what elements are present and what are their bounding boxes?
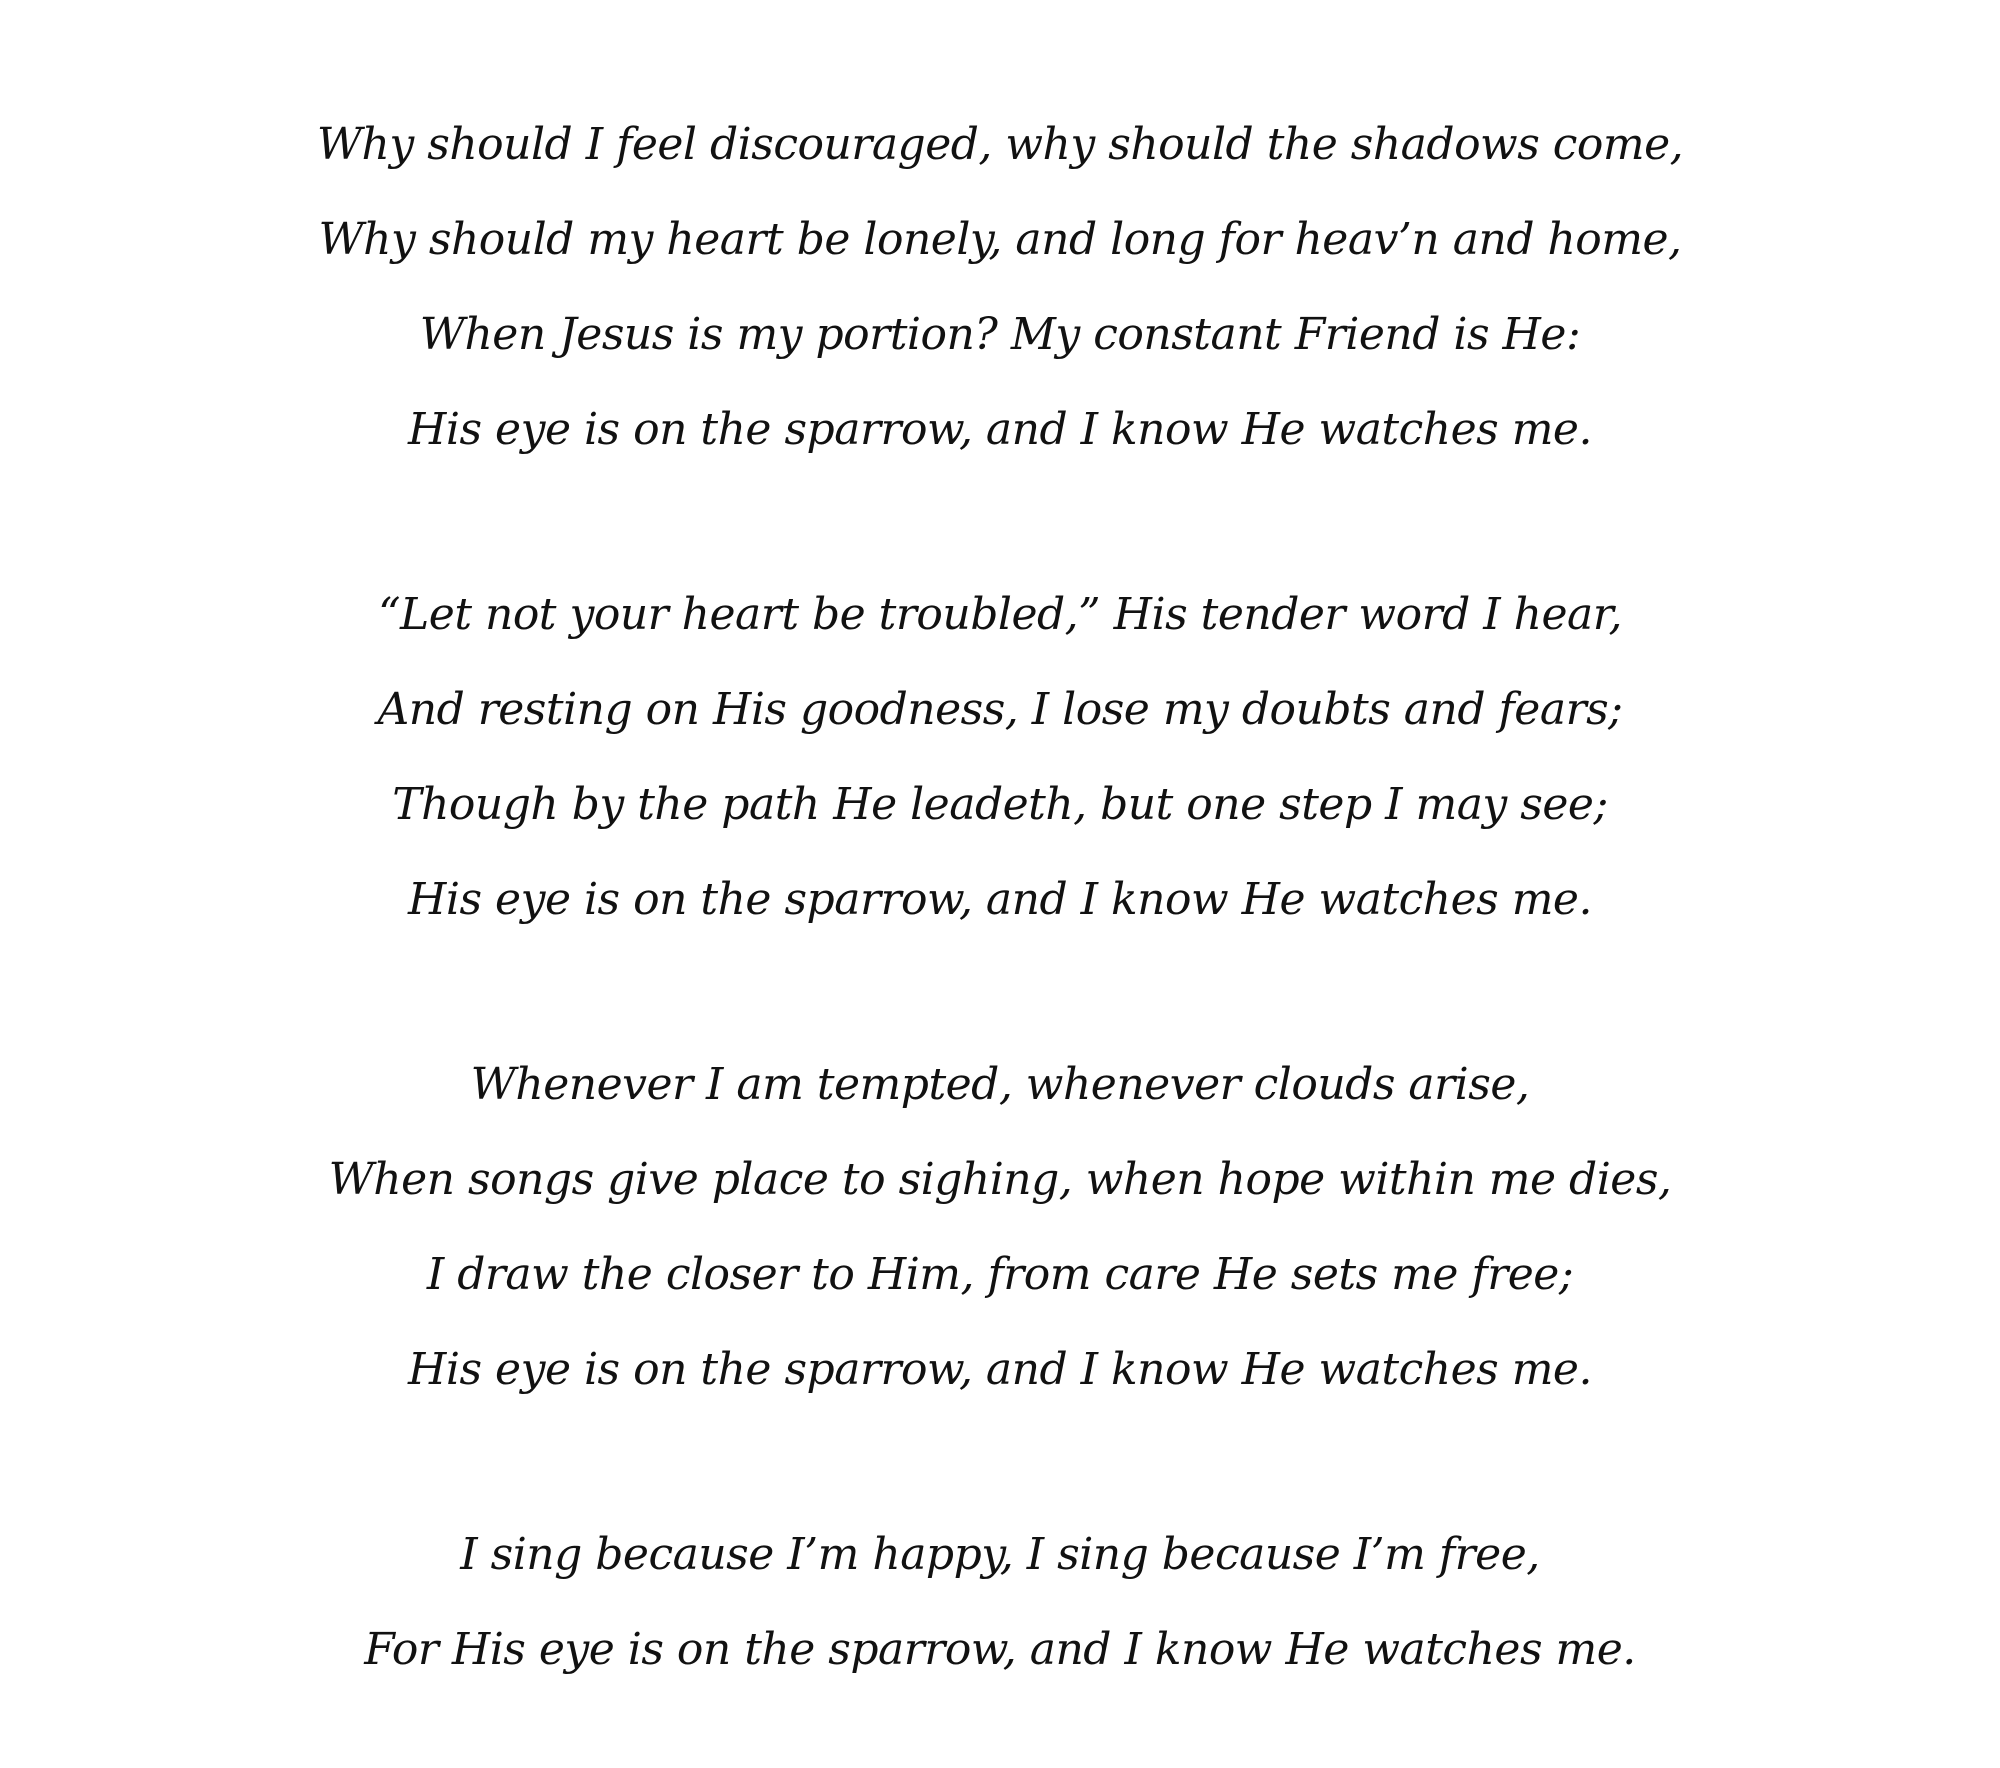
stanza-3	[0, 1037, 2000, 1417]
poem-line: I draw the closer to Him, from care He sets me free;	[426, 1249, 1574, 1300]
stanza-1	[0, 97, 2000, 477]
poem-line: Whenever I am tempted, whenever clouds arise,	[470, 1059, 1530, 1110]
poem-text	[0, 97, 2000, 1697]
poem-line: When songs give place to sighing, when hope within me dies,	[328, 1154, 1672, 1205]
poem-line: His eye is on the sparrow, and I know He watches me.	[408, 1344, 1592, 1395]
poem-line: And resting on His goodness, I lose my doubts and fears;	[377, 684, 1623, 735]
stanza-4	[0, 1507, 2000, 1697]
poem-line: For His eye is on the sparrow, and I know He watches me.	[364, 1624, 1636, 1675]
poem-line: His eye is on the sparrow, and I know He watches me.	[408, 404, 1592, 455]
poem-line: Though by the path He leadeth, but one step I may see;	[392, 779, 1608, 830]
stanza-2	[0, 567, 2000, 947]
poem-line: Why should my heart be lonely, and long for heav’n and home,	[318, 214, 1682, 265]
poem-line: I sing because I’m happy, I sing because I’m free,	[460, 1529, 1540, 1580]
poem-line: Why should I feel discouraged, why should the shadows come,	[316, 119, 1684, 170]
poem-line: “Let not your heart be troubled,” His tender word I hear,	[378, 589, 1622, 640]
poem-line: His eye is on the sparrow, and I know He watches me.	[408, 874, 1592, 925]
poem-line: When Jesus is my portion? My constant Friend is He:	[419, 309, 1581, 360]
